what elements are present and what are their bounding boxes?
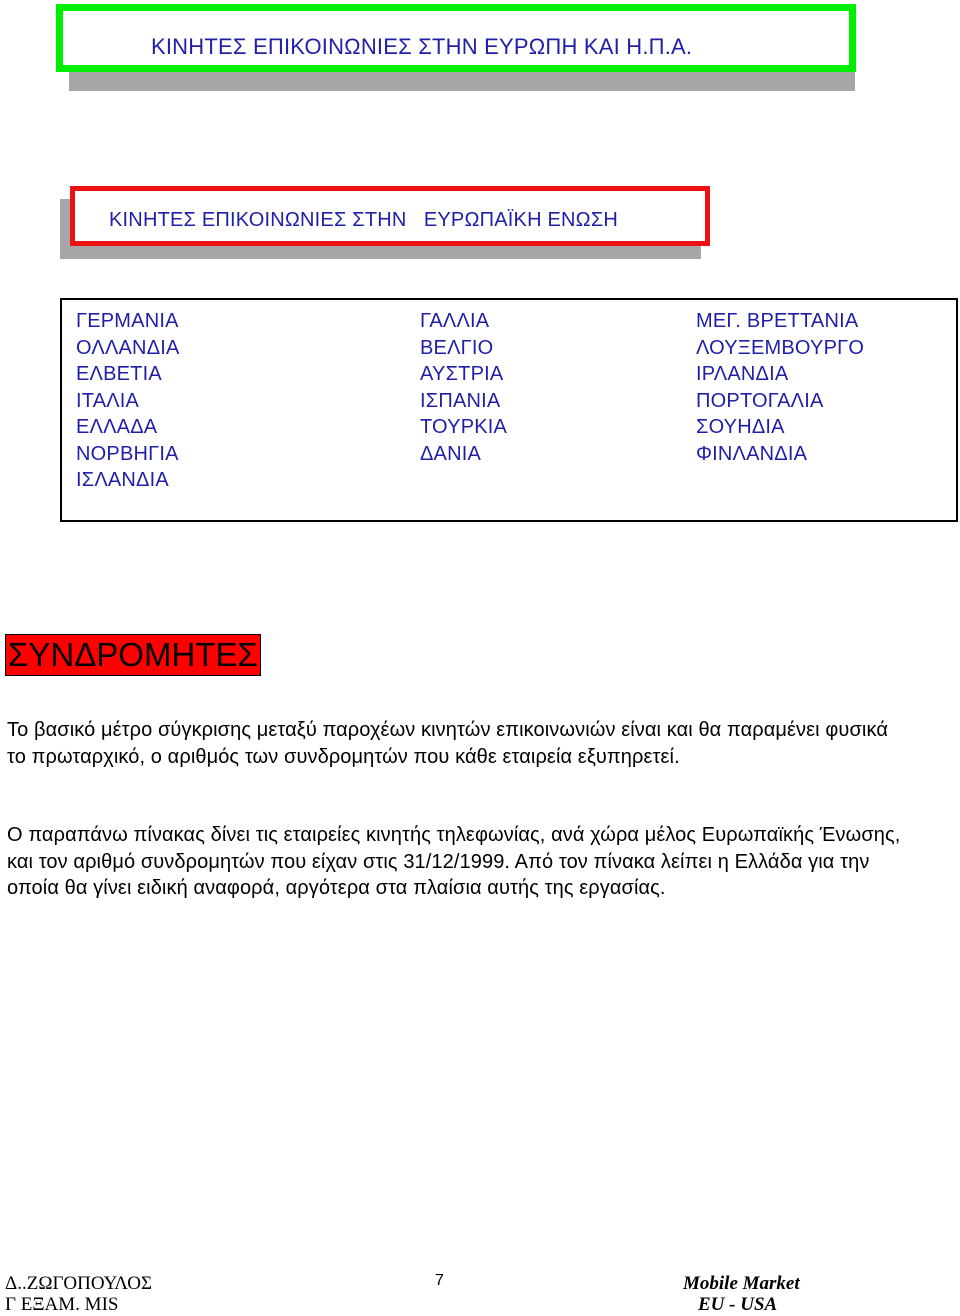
country-item: ΦΙΝΛΑΝΔΙΑ (696, 442, 808, 465)
country-item: ΛΟΥΞΕΜΒΟΥΡΓΟ (696, 336, 865, 359)
footer-doc-title: Mobile Market (683, 1273, 800, 1294)
country-item: ΠΟΡΤΟΓΑΛΙΑ (696, 389, 824, 412)
main-title: ΚΙΝΗΤΕΣ ΕΠΙΚΟΙΝΩΝΙΕΣ ΣΤΗΝ ΕΥΡΩΠΗ ΚΑΙ Η.Π.Α. (151, 34, 693, 59)
country-item: ΓΕΡΜΑΝΙΑ (76, 310, 179, 332)
country-item: ΟΛΛΑΝΔΙΑ (76, 336, 180, 359)
country-item: ΙΣΛΑΝΔΙΑ (76, 469, 169, 491)
country-item: ΕΛΒΕΤΙΑ (76, 363, 162, 385)
country-item: ΣΟΥΗΔΙΑ (696, 416, 785, 438)
countries-column-3 (696, 308, 864, 467)
countries-column-1 (76, 308, 180, 494)
country-item: ΙΣΠΑΝΙΑ (420, 389, 501, 412)
sub-title: ΚΙΝΗΤΕΣ ΕΠΙΚΟΙΝΩΝΙΕΣ ΣΤΗΝ ΕΥΡΩΠΑΪΚΗ ΕΝΩΣΗ (109, 209, 619, 231)
countries-box (60, 298, 958, 522)
country-item: ΑΥΣΤΡΙΑ (420, 363, 504, 385)
footer-course: Γ ΕΞΑΜ. MIS (5, 1294, 119, 1315)
page-number: 7 (435, 1272, 444, 1289)
country-item: ΔΑΝΙΑ (420, 442, 482, 465)
sub-title-box (70, 186, 710, 246)
footer-doc-subtitle: EU - USA (698, 1294, 778, 1315)
country-item: ΒΕΛΓΙΟ (420, 336, 494, 359)
main-title-box (56, 4, 856, 72)
paragraph-1: Το βασικό μέτρο σύγκρισης μεταξύ παροχέων κινητών επικοινωνιών είναι και θα παραμένει φυσικά το πρωταρχικό, ο αριθμός των συνδρομητών που κάθε εταιρεία εξυπηρετεί. (7, 719, 888, 768)
country-item: ΙΤΑΛΙΑ (76, 389, 140, 412)
country-item: ΙΡΛΑΝΔΙΑ (696, 363, 789, 385)
country-item: ΕΛΛΑΔΑ (76, 416, 158, 438)
country-item: ΝΟΡΒΗΓΙΑ (76, 442, 179, 465)
country-item: ΓΑΛΛΙΑ (420, 310, 490, 332)
footer-author: Δ..ΖΩΓΟΠΟΥΛΟΣ (5, 1273, 153, 1294)
subscribers-heading: ΣΥΝΔΡΟΜΗΤΕΣ (5, 634, 261, 676)
paragraph-2: Ο παραπάνω πίνακας δίνει τις εταιρείες κινητής τηλεφωνίας, ανά χώρα μέλος Ευρωπαϊκής Ένωσης, και τον αριθμό συνδρομητών που είχαν στις 31/12/1999. Από τον πίνακα λείπει η Ελλάδα για την οποία θα γίνει ειδική αναφορά, αργότερα στα πλαίσια αυτής της εργασίας. (7, 824, 901, 899)
country-item: ΜΕΓ. ΒΡΕΤΤΑΝΙΑ (696, 310, 859, 332)
country-item: ΤΟΥΡΚΙΑ (420, 416, 508, 438)
countries-column-2 (420, 308, 507, 467)
